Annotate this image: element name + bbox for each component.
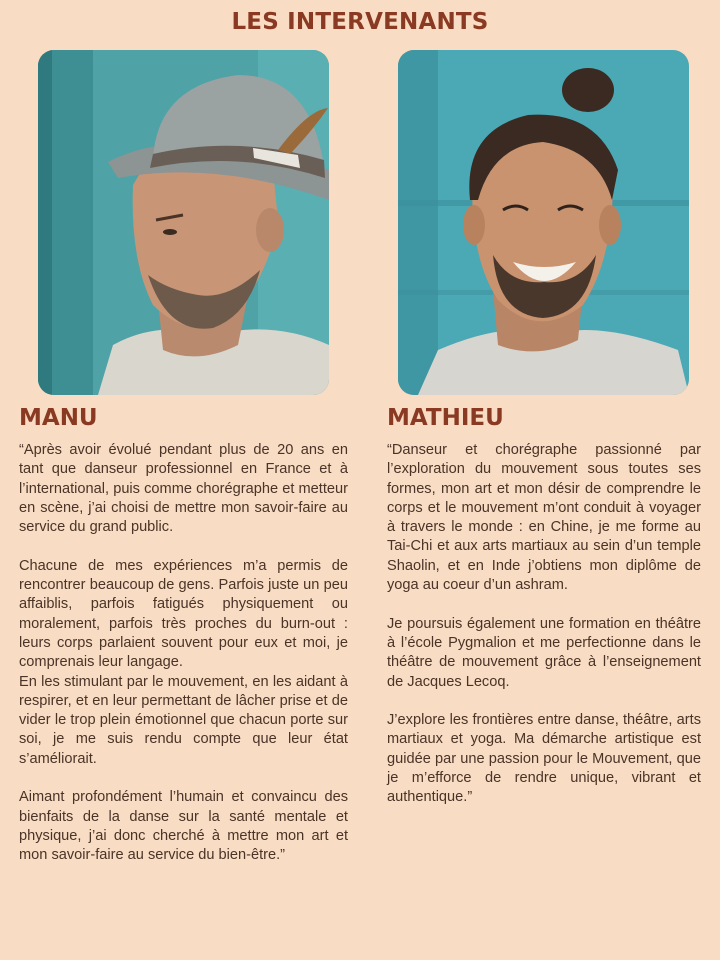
manu-photo: [38, 50, 329, 395]
mathieu-bio-paragraph: “Danseur et chorégraphe passionné par l’exploration du mouvement sous toutes ses formes, mon art et mon désir de comprendre le corps et le mouvement m’ont conduit à voyager à travers le monde : en Chine, je me forme au Tai-Chi et aux arts martiaux au sein d’un temple Shaolin, et en Inde j’obtiens mon diplôme de yoga au coeur d’un ashram.: [387, 442, 701, 594]
mathieu-bio: [387, 441, 701, 827]
manu-name: MANU: [19, 405, 98, 431]
mathieu-bio-paragraph: J’explore les frontières entre danse, théâtre, arts martiaux et yoga. Ma démarche artistique est guidée par une passion pour le Mouvement, que je m’efforce de rendre unique, vibrant et authentique.”: [387, 712, 701, 806]
manu-bio-paragraph: Aimant profondément l’humain et convaincu des bienfaits de la danse sur la santé mentale et physique, j’ai donc cherché à mettre mon art et mon savoir-faire au service du bien-être.”: [19, 789, 348, 864]
mathieu-photo: [398, 50, 689, 395]
mathieu-bio-paragraph: Je poursuis également une formation en théâtre à l’école Pygmalion et me perfectionne dans le théâtre de mouvement grâce à l’enseignement de Jacques Lecoq.: [387, 615, 701, 690]
manu-bio-paragraph: “Après avoir évolué pendant plus de 20 ans en tant que danseur professionnel en France et à l’international, puis comme chorégraphe et metteur en scène, j’ai choisi de mettre mon savoir-faire au service du grand public.: [19, 442, 348, 536]
manu-bio: [19, 441, 348, 885]
page-title: LES INTERVENANTS: [231, 9, 489, 35]
manu-bio-paragraph: Chacune de mes expériences m’a permis de rencontrer beaucoup de gens. Parfois juste un peu affaiblis, parfois fatigués physiquement ou moralement, parfois très proches du burn-out : leurs corps parlaient souvent pour eux et moi, je comprenais leur langage.: [19, 557, 348, 671]
manu-bio-paragraph: En les stimulant par le mouvement, en les aidant à respirer, et en leur permettant de lâcher prise et de vider le trop plein émotionnel que chacun porte sur soi, je me suis rendu compte que leur état s’améliorait.: [19, 673, 348, 767]
mathieu-name: MATHIEU: [387, 405, 504, 431]
